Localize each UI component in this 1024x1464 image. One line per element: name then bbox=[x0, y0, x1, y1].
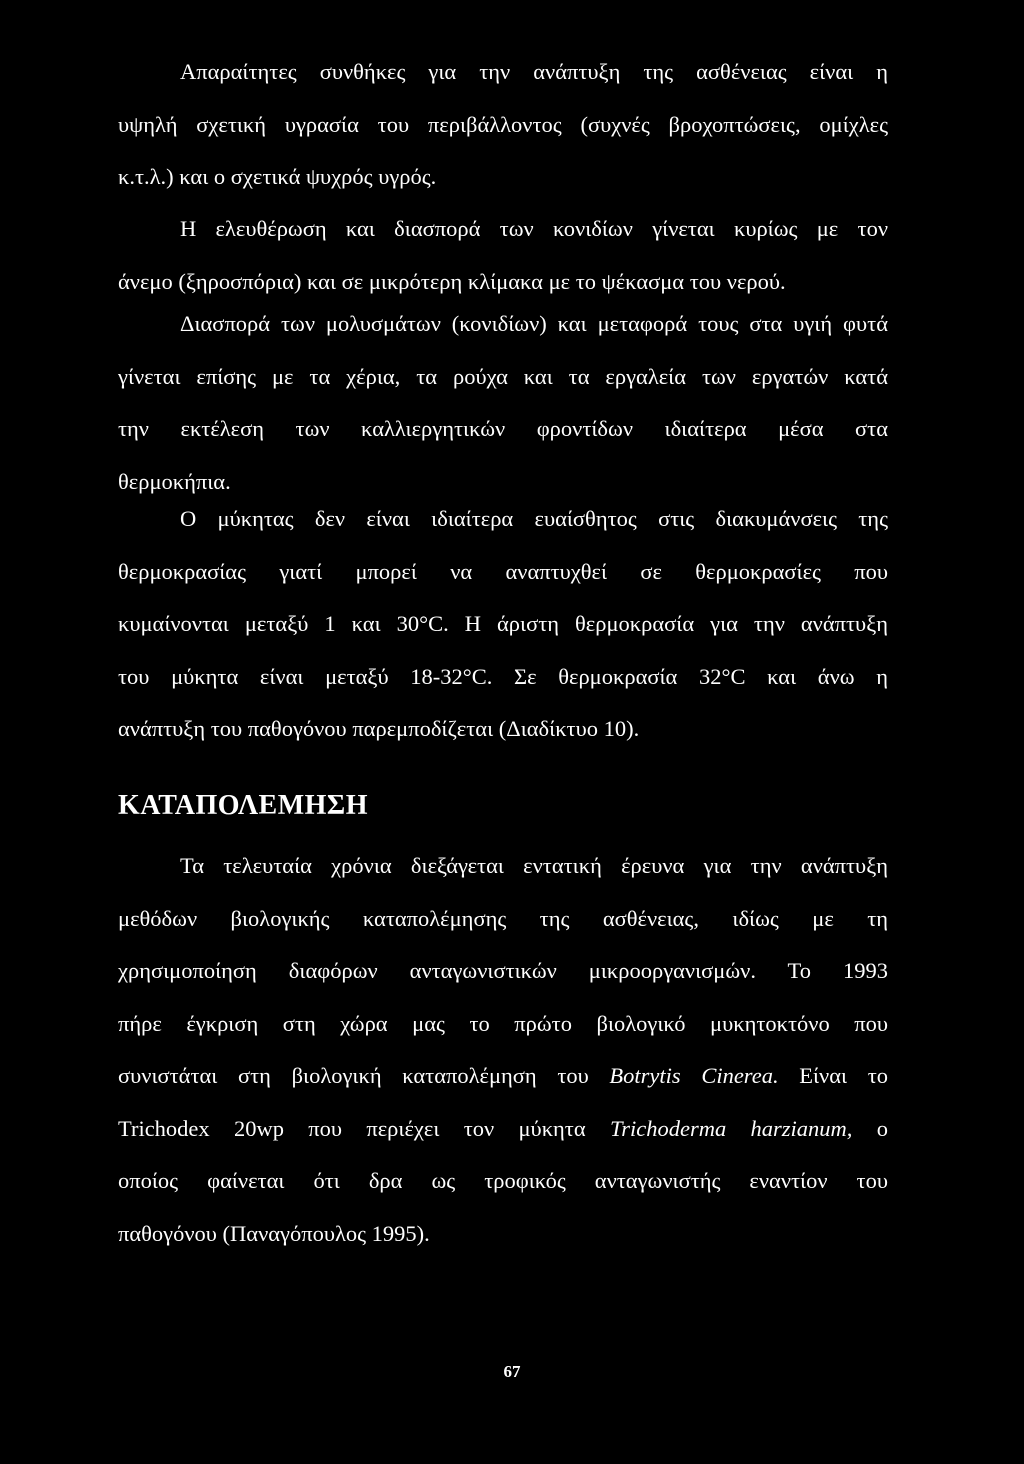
text-line: παθογόνου (Παναγόπουλος 1995). bbox=[118, 1220, 430, 1246]
text-run: Είναι το bbox=[778, 1063, 889, 1088]
paragraph-temperature bbox=[118, 493, 888, 756]
paragraph-conditions bbox=[118, 46, 888, 204]
text-line: άνεμο (ξηροσπόρια) και σε μικρότερη κλίμακα με το ψέκασμα του νερού. bbox=[118, 268, 786, 294]
text-line: υψηλή σχετική υγρασία του περιβάλλοντος (συχνές βροχοπτώσεις, ομίχλες bbox=[118, 111, 888, 137]
species-name: Botrytis Cinerea. bbox=[609, 1063, 779, 1088]
text-line: ανάπτυξη του παθογόνου παρεμποδίζεται (Διαδίκτυο 10). bbox=[118, 716, 640, 741]
species-name: Trichoderma harzianum, bbox=[609, 1115, 853, 1141]
text-line: την εκτέλεση των καλλιεργητικών φροντίδων ιδιαίτερα μέσα στα bbox=[118, 416, 888, 441]
text-run: συνιστάται στη βιολογική καταπολέμηση του bbox=[118, 1063, 610, 1088]
page-number: 67 bbox=[503, 1362, 521, 1381]
text-line: του μύκητα είναι μεταξύ 18-32°C. Σε θερμοκρασία 32°C και άνω η bbox=[118, 663, 888, 689]
section-heading: ΚΑΤΑΠΟΛΕΜΗΣΗ bbox=[118, 790, 369, 821]
text-line: μεθόδων βιολογικής καταπολέμησης της ασθένειας, ιδίως με τη bbox=[118, 905, 888, 931]
paragraph-control bbox=[118, 840, 888, 1260]
text-line: Διασπορά των μολυσμάτων (κονιδίων) και μεταφορά τους στα υγιή φυτά bbox=[180, 311, 888, 336]
text-line: Απαραίτητες συνθήκες για την ανάπτυξη της ασθένειας είναι η bbox=[180, 59, 888, 84]
text-run: ο bbox=[852, 1115, 888, 1141]
text-line bbox=[118, 1050, 888, 1103]
text-line: θερμοκρασίας γιατί μπορεί να αναπτυχθεί σε θερμοκρασίες που bbox=[118, 558, 888, 584]
text-line: Η ελευθέρωση και διασπορά των κονιδίων γίνεται κυρίως με τον bbox=[180, 216, 888, 241]
text-line: οποίος φαίνεται ότι δρα ως τροφικός ανταγωνιστής εναντίον του bbox=[118, 1168, 888, 1193]
text-line: Τα τελευταία χρόνια διεξάγεται εντατική έρευνα για την ανάπτυξη bbox=[180, 853, 888, 878]
text-line: κ.τ.λ.) και ο σχετικά ψυχρός υγρός. bbox=[118, 164, 437, 189]
text-line: θερμοκήπια. bbox=[118, 468, 231, 494]
paragraph-dispersal-workers bbox=[118, 298, 888, 508]
text-line: κυμαίνονται μεταξύ 1 και 30°C. Η άριστη θερμοκρασία για την ανάπτυξη bbox=[118, 611, 888, 636]
text-line bbox=[118, 1103, 888, 1156]
paragraph-dispersal-wind bbox=[118, 203, 888, 308]
text-line: γίνεται επίσης με τα χέρια, τα ρούχα και τα εργαλεία των εργατών κατά bbox=[118, 363, 888, 389]
text-run: Trichodex 20wp που περιέχει τον μύκητα bbox=[118, 1115, 610, 1141]
text-line: πήρε έγκριση στη χώρα μας το πρώτο βιολογικό μυκητοκτόνο που bbox=[118, 1010, 888, 1036]
text-line: Ο μύκητας δεν είναι ιδιαίτερα ευαίσθητος στις διακυμάνσεις της bbox=[180, 506, 888, 531]
text-line: χρησιμοποίηση διαφόρων ανταγωνιστικών μικροοργανισμών. Το 1993 bbox=[118, 958, 888, 983]
